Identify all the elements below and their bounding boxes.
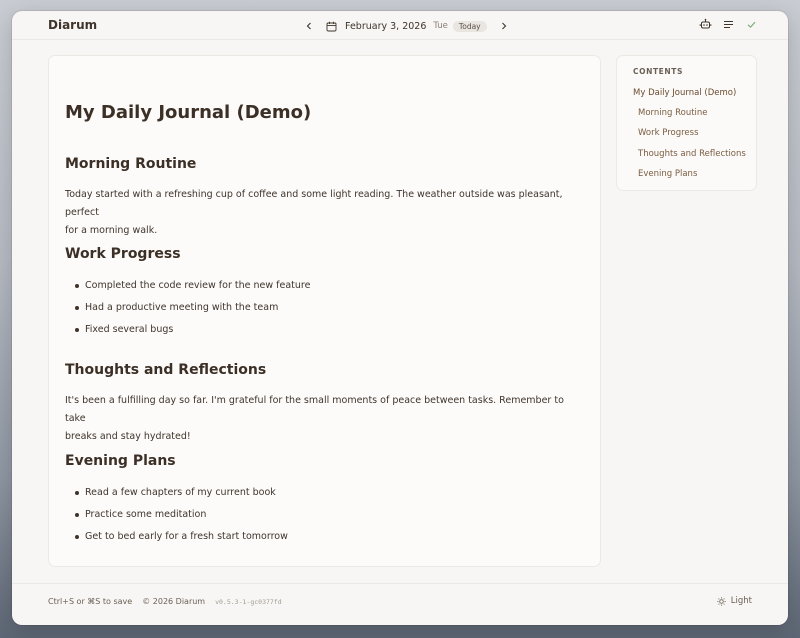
saved-status	[745, 18, 758, 31]
table-of-contents	[616, 55, 757, 191]
toc-title: CONTENTS	[633, 67, 683, 76]
header-bar	[12, 11, 788, 40]
current-weekday: Tue	[433, 21, 448, 31]
section-heading: Thoughts and Reflections	[65, 362, 267, 378]
toc-item-work-progress[interactable]: Work Progress	[638, 128, 699, 138]
next-day-button[interactable]	[497, 18, 511, 34]
chevron-right-icon	[500, 22, 508, 30]
check-icon	[745, 18, 758, 31]
section-heading: Morning Routine	[65, 156, 197, 172]
ai-assistant-button[interactable]	[699, 18, 712, 31]
document-title: My Daily Journal (Demo)	[65, 102, 312, 123]
header-actions	[699, 18, 758, 31]
current-date[interactable]: February 3, 2026	[345, 20, 427, 32]
section-heading: Evening Plans	[65, 453, 176, 469]
bullet-list	[75, 486, 288, 552]
list-item: Read a few chapters of my current book	[75, 486, 288, 508]
section-paragraph	[65, 186, 585, 240]
list-item: Practice some meditation	[75, 508, 288, 530]
list-item: Get to bed early for a fresh start tomorrow	[75, 530, 288, 552]
bullet-list	[75, 279, 310, 345]
paragraph-line: for a morning walk.	[65, 225, 158, 236]
toc-item-morning-routine[interactable]: Morning Routine	[638, 108, 708, 118]
copyright: © 2026 Diarum	[142, 597, 206, 606]
footer-bar	[12, 583, 788, 625]
calendar-icon[interactable]	[326, 21, 337, 32]
version-label: v0.5.3-1-gc0377fd	[215, 597, 282, 606]
toc-item-thoughts[interactable]: Thoughts and Reflections	[638, 149, 746, 159]
theme-label: Light	[730, 596, 752, 606]
chevron-left-icon	[305, 22, 313, 30]
app-title: Diarum	[48, 18, 98, 32]
list-item: Completed the code review for the new feature	[75, 279, 310, 301]
journal-editor[interactable]	[48, 55, 601, 567]
robot-icon	[699, 18, 712, 31]
list-item: Fixed several bugs	[75, 323, 310, 345]
toc-item-evening-plans[interactable]: Evening Plans	[638, 169, 698, 179]
footer-info	[48, 597, 282, 606]
save-hint: Ctrl+S or ⌘S to save	[48, 597, 133, 606]
toc-item-title[interactable]: My Daily Journal (Demo)	[633, 88, 737, 98]
list-item: Had a productive meeting with the team	[75, 301, 310, 323]
sun-icon	[717, 597, 726, 606]
theme-toggle-button[interactable]	[717, 596, 752, 606]
paragraph-line: breaks and stay hydrated!	[65, 431, 191, 442]
section-heading: Work Progress	[65, 246, 181, 262]
app-window	[12, 11, 788, 625]
prev-day-button[interactable]	[302, 18, 316, 34]
today-button[interactable]: Today	[453, 21, 487, 32]
date-navigator	[302, 18, 511, 34]
paragraph-line: Today started with a refreshing cup of coffee and some light reading. The weather outside was pleasant, perfect	[65, 189, 563, 218]
paragraph-line: It's been a fulfilling day so far. I'm grateful for the small moments of peace between tasks. Remember to take	[65, 395, 564, 424]
section-paragraph	[65, 392, 585, 446]
menu-lines-icon	[722, 18, 735, 31]
toggle-outline-button[interactable]	[722, 18, 735, 31]
